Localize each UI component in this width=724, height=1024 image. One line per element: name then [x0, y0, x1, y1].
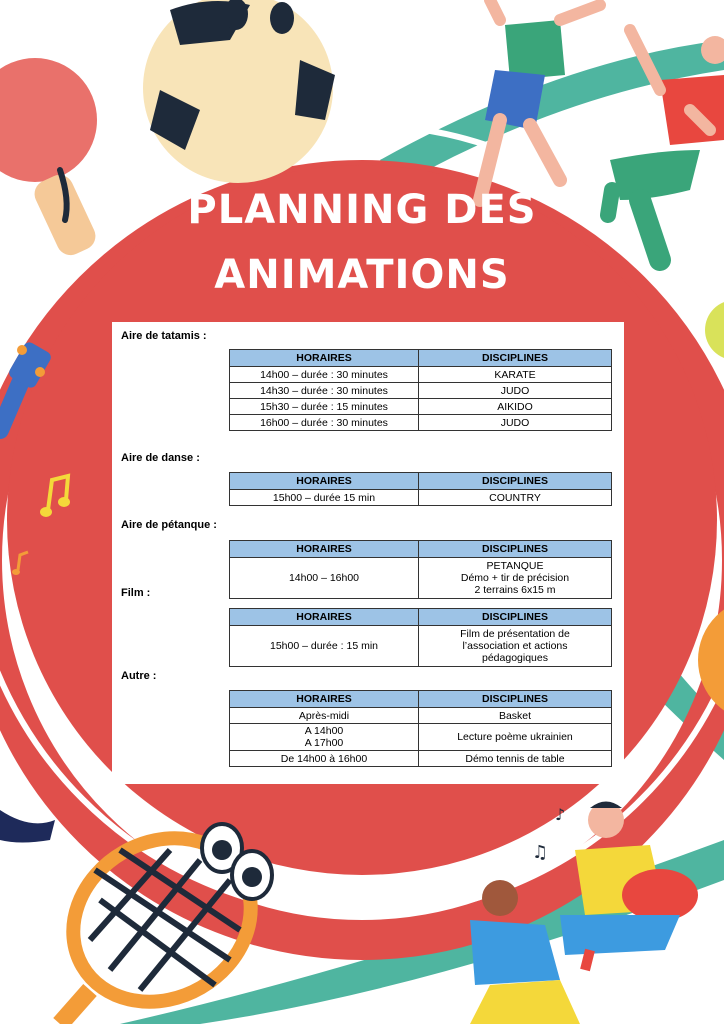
table-header-row: [230, 350, 612, 367]
table-film: [229, 608, 612, 667]
cell-time: 15h30 – durée : 15 minutes: [230, 399, 419, 415]
cell-discipline: [419, 558, 612, 599]
header-disciplines: DISCIPLINES: [419, 609, 612, 626]
page-title-line1: PLANNING DES: [187, 187, 537, 233]
svg-text:♪: ♪: [555, 805, 566, 824]
table-header-row: [230, 541, 612, 558]
header-horaires: HORAIRES: [230, 473, 419, 490]
cell-time: [230, 724, 419, 751]
header-disciplines: DISCIPLINES: [419, 473, 612, 490]
table-row: [230, 751, 612, 767]
cell-discipline: JUDO: [419, 383, 612, 399]
header-disciplines: DISCIPLINES: [419, 350, 612, 367]
header-disciplines: DISCIPLINES: [419, 541, 612, 558]
cell-discipline: COUNTRY: [419, 490, 612, 506]
section-label-danse: Aire de danse :: [121, 452, 200, 464]
discipline-line: PETANQUE: [486, 560, 544, 572]
time-line: A 17h00: [304, 737, 344, 749]
discipline-line: Démo + tir de précision: [460, 572, 570, 584]
table-row: [230, 399, 612, 415]
cell-time: 14h00 – durée : 30 minutes: [230, 367, 419, 383]
table-tatamis: [229, 349, 612, 431]
table-row: [230, 558, 612, 599]
table-row: [230, 383, 612, 399]
table-petanque: [229, 540, 612, 599]
cell-discipline: Démo tennis de table: [419, 751, 612, 767]
section-label-autre: Autre :: [121, 670, 157, 682]
cell-discipline: AIKIDO: [419, 399, 612, 415]
table-row: [230, 490, 612, 506]
table-header-row: [230, 473, 612, 490]
discipline-line: pédagogiques: [482, 652, 548, 664]
cell-time: 15h00 – durée : 15 min: [230, 626, 419, 667]
cell-discipline: JUDO: [419, 415, 612, 431]
svg-text:♫: ♫: [532, 842, 549, 863]
header-horaires: HORAIRES: [230, 691, 419, 708]
table-header-row: [230, 609, 612, 626]
table-danse: [229, 472, 612, 506]
header-horaires: HORAIRES: [230, 609, 419, 626]
cell-time: 14h00 – 16h00: [230, 558, 419, 599]
cell-discipline: Lecture poème ukrainien: [419, 724, 612, 751]
header-horaires: HORAIRES: [230, 541, 419, 558]
soccer-ball-icon: [143, 0, 335, 183]
section-label-film: Film :: [121, 587, 151, 599]
page-title-line2: ANIMATIONS: [214, 252, 510, 298]
table-row: [230, 367, 612, 383]
discipline-line: Film de présentation de: [460, 628, 570, 640]
table-row: [230, 724, 612, 751]
cell-time: Après-midi: [230, 708, 419, 724]
cell-time: 16h00 – durée : 30 minutes: [230, 415, 419, 431]
cell-discipline: [419, 626, 612, 667]
cell-time: 15h00 – durée 15 min: [230, 490, 419, 506]
cell-discipline: Basket: [419, 708, 612, 724]
header-horaires: HORAIRES: [230, 350, 419, 367]
table-autre: [229, 690, 612, 767]
section-label-petanque: Aire de pétanque :: [121, 519, 217, 531]
table-row: [230, 415, 612, 431]
cell-discipline: KARATE: [419, 367, 612, 383]
header-disciplines: DISCIPLINES: [419, 691, 612, 708]
schedule-panel: [112, 322, 624, 784]
time-line: A 14h00: [304, 725, 344, 737]
discipline-line: l’association et actions: [462, 640, 568, 652]
cell-time: De 14h00 à 16h00: [230, 751, 419, 767]
discipline-line: 2 terrains 6x15 m: [474, 584, 556, 596]
section-label-tatamis: Aire de tatamis :: [121, 330, 207, 342]
table-header-row: [230, 691, 612, 708]
table-row: [230, 626, 612, 667]
table-row: [230, 708, 612, 724]
cell-time: 14h30 – durée : 30 minutes: [230, 383, 419, 399]
